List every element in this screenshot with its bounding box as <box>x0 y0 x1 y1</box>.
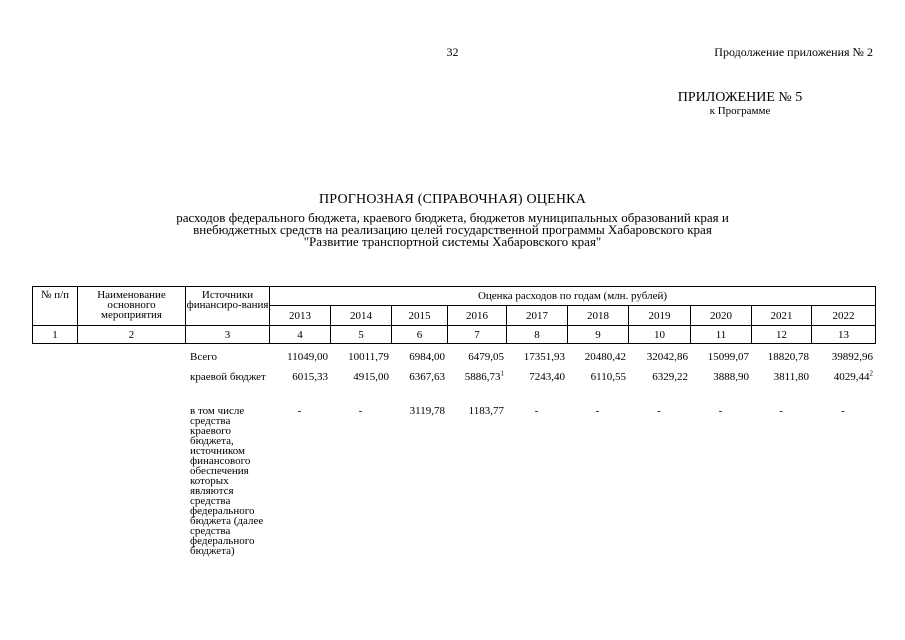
subtitle-line-1: расходов федерального бюджета, краевого бюджета, бюджетов муниципальных образований края и <box>176 210 729 225</box>
appendix-title: ПРИЛОЖЕНИЕ № 5 <box>677 90 803 105</box>
column-header-estimate: Оценка расходов по годам (млн. рублей) <box>270 287 876 306</box>
value-cell: 39892,96 <box>831 351 873 363</box>
document-title: ПРОГНОЗНАЯ (СПРАВОЧНАЯ) ОЦЕНКА <box>318 192 587 207</box>
footnote-marker: 2 <box>869 369 873 378</box>
column-index: 8 <box>507 326 568 344</box>
year-header: 2020 <box>691 306 752 326</box>
document-subtitle <box>0 212 905 248</box>
column-index: 4 <box>270 326 331 344</box>
column-index: 9 <box>568 326 629 344</box>
year-header: 2016 <box>448 306 507 326</box>
year-header: 2013 <box>270 306 331 326</box>
table-row <box>32 352 875 372</box>
column-header-number: № п/п <box>33 287 78 326</box>
table-header <box>32 286 876 344</box>
table-body <box>32 352 875 556</box>
value-cell: 4915,00 <box>353 371 389 383</box>
column-index: 1 <box>33 326 78 344</box>
value-cell: - <box>779 405 783 417</box>
source-cell: краевой бюджет <box>190 371 266 383</box>
appendix-subtitle: к Программе <box>709 105 771 117</box>
value-cell: 3119,78 <box>409 405 445 417</box>
column-index: 3 <box>186 326 270 344</box>
table-row <box>32 406 875 556</box>
value-cell: 6367,63 <box>409 371 445 383</box>
value-cell: - <box>595 405 600 417</box>
value-cell: 11049,00 <box>287 351 328 363</box>
year-header: 2014 <box>331 306 392 326</box>
year-header: 2019 <box>629 306 691 326</box>
column-index: 2 <box>78 326 186 344</box>
value-cell: 3811,80 <box>773 371 809 383</box>
value-cell: 6479,05 <box>468 351 504 363</box>
value-cell: - <box>358 405 363 417</box>
year-header: 2015 <box>392 306 448 326</box>
column-index: 13 <box>812 326 876 344</box>
value-text: 5886,73 <box>464 371 501 383</box>
subtitle-line-2: внебюджетных средств на реализацию целей государственной программы Хабаровского края <box>193 222 712 237</box>
value-cell: 6110,55 <box>590 371 626 383</box>
column-index: 7 <box>448 326 507 344</box>
value-cell: 20480,42 <box>584 351 626 363</box>
value-cell: 32042,86 <box>646 351 688 363</box>
value-cell: 1183,77 <box>468 405 504 417</box>
value-cell <box>811 369 875 406</box>
footnote-marker: 1 <box>500 369 504 378</box>
column-index: 6 <box>392 326 448 344</box>
value-text: 4029,44 <box>833 371 870 383</box>
table-row <box>32 372 875 406</box>
value-cell: 7243,40 <box>529 371 565 383</box>
column-index: 5 <box>331 326 392 344</box>
year-header: 2018 <box>568 306 629 326</box>
value-cell: 15099,07 <box>707 351 749 363</box>
value-cell: 6329,22 <box>652 371 688 383</box>
column-index: 10 <box>629 326 691 344</box>
value-cell: 3888,90 <box>713 371 749 383</box>
value-cell: 6984,00 <box>409 351 445 363</box>
appendix-heading <box>620 90 860 117</box>
subtitle-line-3: "Развитие транспортной системы Хабаровского края" <box>303 234 602 249</box>
value-cell: 17351,93 <box>523 351 565 363</box>
column-index: 11 <box>691 326 752 344</box>
source-cell: Всего <box>190 351 217 363</box>
column-index: 12 <box>752 326 812 344</box>
page-number: 32 <box>446 45 459 59</box>
year-header: 2021 <box>752 306 812 326</box>
column-header-name: Наименование основного мероприятия <box>78 287 186 326</box>
value-cell: - <box>297 405 302 417</box>
year-header: 2022 <box>812 306 876 326</box>
value-cell: - <box>718 405 723 417</box>
continuation-note: Продолжение приложения № 2 <box>714 45 873 59</box>
value-cell: 6015,33 <box>292 371 328 383</box>
source-cell: в том числе средства краевого бюджета, источником финансового обеспечения которых являются средства федерального бюджета (далее средства федерального бюджета) <box>190 405 264 557</box>
value-cell: 10011,79 <box>348 351 389 363</box>
value-cell <box>447 369 506 406</box>
value-cell: - <box>534 405 539 417</box>
column-header-source: Источники финансиро-вания <box>186 287 270 326</box>
year-header: 2017 <box>507 306 568 326</box>
value-cell: - <box>657 405 661 417</box>
value-cell: 18820,78 <box>767 351 809 363</box>
value-cell: - <box>841 405 845 417</box>
